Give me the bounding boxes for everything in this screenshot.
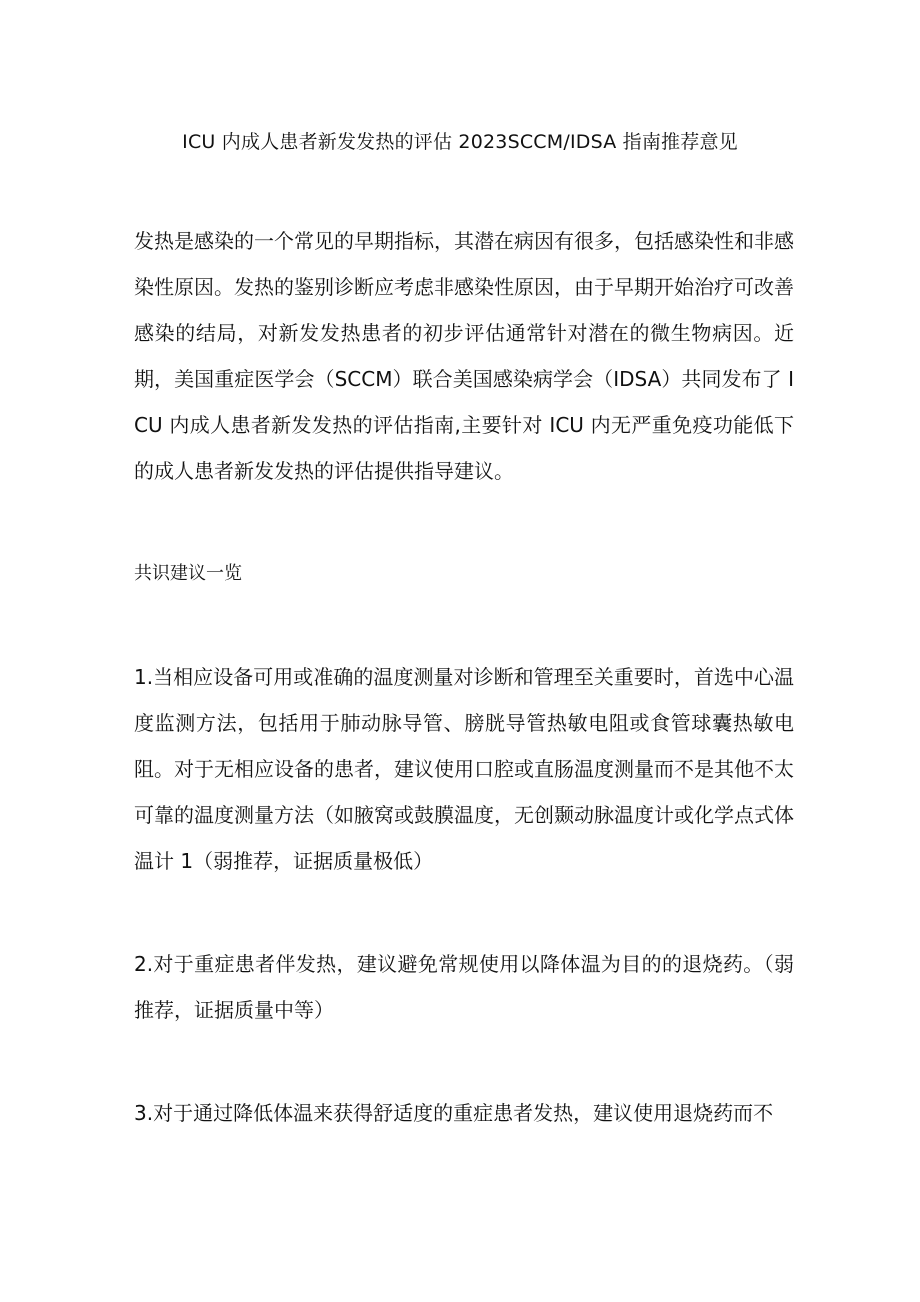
recommendation-1: 1.当相应设备可用或准确的温度测量对诊断和管理至关重要时，首选中心温度监测方法，包括用于肺动脉导管、膀胱导管热敏电阻或食管球囊热敏电阻。对于无相应设备的患者，建议使用口腔或直肠温度测量而不是其他不太可靠的温度测量方法（如腋窝或鼓膜温度，无创颞动脉温度计或化学点式体温计 1（弱推荐，证据质量极低） bbox=[134, 665, 794, 873]
intro-paragraph: 发热是感染的一个常见的早期指标，其潜在病因有很多，包括感染性和非感染性原因。发热的鉴别诊断应考虑非感染性原因，由于早期开始治疗可改善感染的结局，对新发发热患者的初步评估通常针对潜在的微生物病因。近期，美国重症医学会（SCCM）联合美国感染病学会（IDSA）共同发布了 ICU 内成人患者新发发热的评估指南,主要针对 ICU 内无严重免疫功能低下的成人患者新发发热的评估提供指导建议。 bbox=[134, 229, 794, 483]
document-title: ICU 内成人患者新发发热的评估 2023SCCM/IDSA 指南推荐意见 bbox=[182, 131, 738, 153]
recommendation-3: 3.对于通过降低体温来获得舒适度的重症患者发热，建议使用退烧药而不 bbox=[134, 1101, 774, 1125]
recommendation-2: 2.对于重症患者伴发热，建议避免常规使用以降体温为目的的退烧药。（弱推荐，证据质量中等） bbox=[134, 952, 794, 1022]
section-heading: 共识建议一览 bbox=[134, 563, 242, 584]
